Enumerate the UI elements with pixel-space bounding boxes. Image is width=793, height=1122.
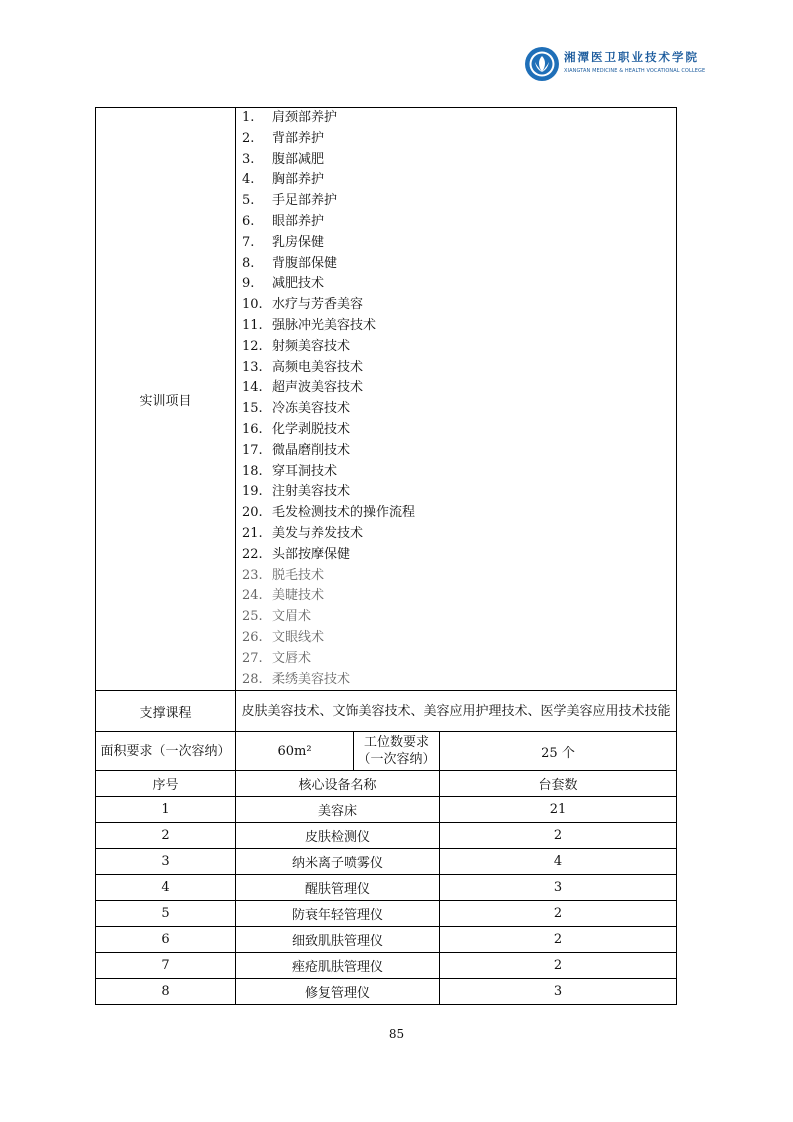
equip-no: 7 [96,953,236,979]
list-item: 16. 化学剥脱技术 [242,421,351,437]
list-item: 25. 文眉术 [242,609,312,625]
equip-no: 5 [96,901,236,927]
list-item: 21. 美发与养发技术 [242,525,364,541]
equip-count: 2 [440,823,677,849]
equip-no: 4 [96,875,236,901]
list-item: 23. 脱毛技术 [242,567,325,583]
equip-no: 6 [96,927,236,953]
list-item: 17. 微晶磨削技术 [242,442,351,458]
school-logo [524,44,704,84]
list-item: 8. 背腹部保健 [242,255,338,271]
course-label: 支撑课程 [96,691,236,732]
project-list-cell [236,108,677,691]
school-name-en: XIANGTAN MEDICINE & HEALTH VOCATIONAL COLLEGE [564,68,706,74]
project-label: 实训项目 [96,108,236,691]
list-item: 15. 冷冻美容技术 [242,401,351,417]
course-value: 皮肤美容技术、文饰美容技术、美容应用护理技术、医学美容应用技术技能 [236,691,677,732]
equip-header-no: 序号 [96,771,236,797]
list-item: 13. 高频电美容技术 [242,359,364,375]
list-item: 11. 强脉冲光美容技术 [242,317,377,333]
area-value: 60m² [236,732,354,771]
equip-header-name: 核心设备名称 [236,771,440,797]
list-item: 26. 文眼线术 [242,629,325,645]
list-item: 24. 美睫技术 [242,588,325,604]
equip-name: 美容床 [236,797,440,823]
equip-no: 1 [96,797,236,823]
equip-count: 3 [440,979,677,1005]
area-label: 面积要求（一次容纳） [96,732,236,771]
list-item: 22. 头部按摩保健 [242,546,351,562]
equip-count: 2 [440,927,677,953]
equip-name: 醒肤管理仪 [236,875,440,901]
course-row [96,691,677,732]
table-row [96,953,677,979]
list-item: 2. 背部养护 [242,130,325,146]
equip-count: 4 [440,849,677,875]
equip-name: 纳米离子喷雾仪 [236,849,440,875]
list-item: 19. 注射美容技术 [242,484,351,500]
equip-no: 2 [96,823,236,849]
list-item: 14. 超声波美容技术 [242,380,364,396]
list-item: 3. 腹部减肥 [242,151,325,167]
list-item: 4. 胸部养护 [242,172,325,188]
equipment-header-row [96,771,677,797]
project-row [96,108,677,691]
list-item: 7. 乳房保健 [242,234,325,250]
project-list [236,108,676,690]
table-row [96,927,677,953]
table-row [96,823,677,849]
list-item: 1. 肩颈部养护 [242,110,338,125]
table-row [96,849,677,875]
equip-no: 3 [96,849,236,875]
list-item: 20. 毛发检测技术的操作流程 [242,505,416,521]
list-item: 18. 穿耳洞技术 [242,463,338,479]
station-label: 工位数要求（一次容纳） [354,732,440,771]
station-value: 25 个 [440,732,677,771]
school-emblem-icon [524,46,560,82]
equip-name: 防衰年轻管理仪 [236,901,440,927]
equip-count: 2 [440,901,677,927]
list-item: 10. 水疗与芳香美容 [242,297,364,313]
requirement-row [96,732,677,771]
list-item: 6. 眼部养护 [242,213,325,229]
table-row [96,797,677,823]
list-item: 27. 文唇术 [242,650,312,666]
equip-count: 3 [440,875,677,901]
list-item: 12. 射频美容技术 [242,338,351,354]
equip-name: 修复管理仪 [236,979,440,1005]
training-room-table [95,107,677,1005]
table-row [96,901,677,927]
list-item: 5. 手足部养护 [242,193,338,209]
table-row [96,979,677,1005]
table-row [96,875,677,901]
equip-name: 皮肤检测仪 [236,823,440,849]
page-number: 85 [388,1027,405,1041]
list-item: 28. 柔绣美容技术 [242,671,351,687]
equip-no: 8 [96,979,236,1005]
equip-name: 细致肌肤管理仪 [236,927,440,953]
list-item: 9. 减肥技术 [242,276,325,292]
equip-header-count: 台套数 [440,771,677,797]
school-name-cn: 湘潭医卫职业技术学院 [564,50,699,64]
equip-count: 2 [440,953,677,979]
equip-name: 痤疮肌肤管理仪 [236,953,440,979]
equip-count: 21 [440,797,677,823]
